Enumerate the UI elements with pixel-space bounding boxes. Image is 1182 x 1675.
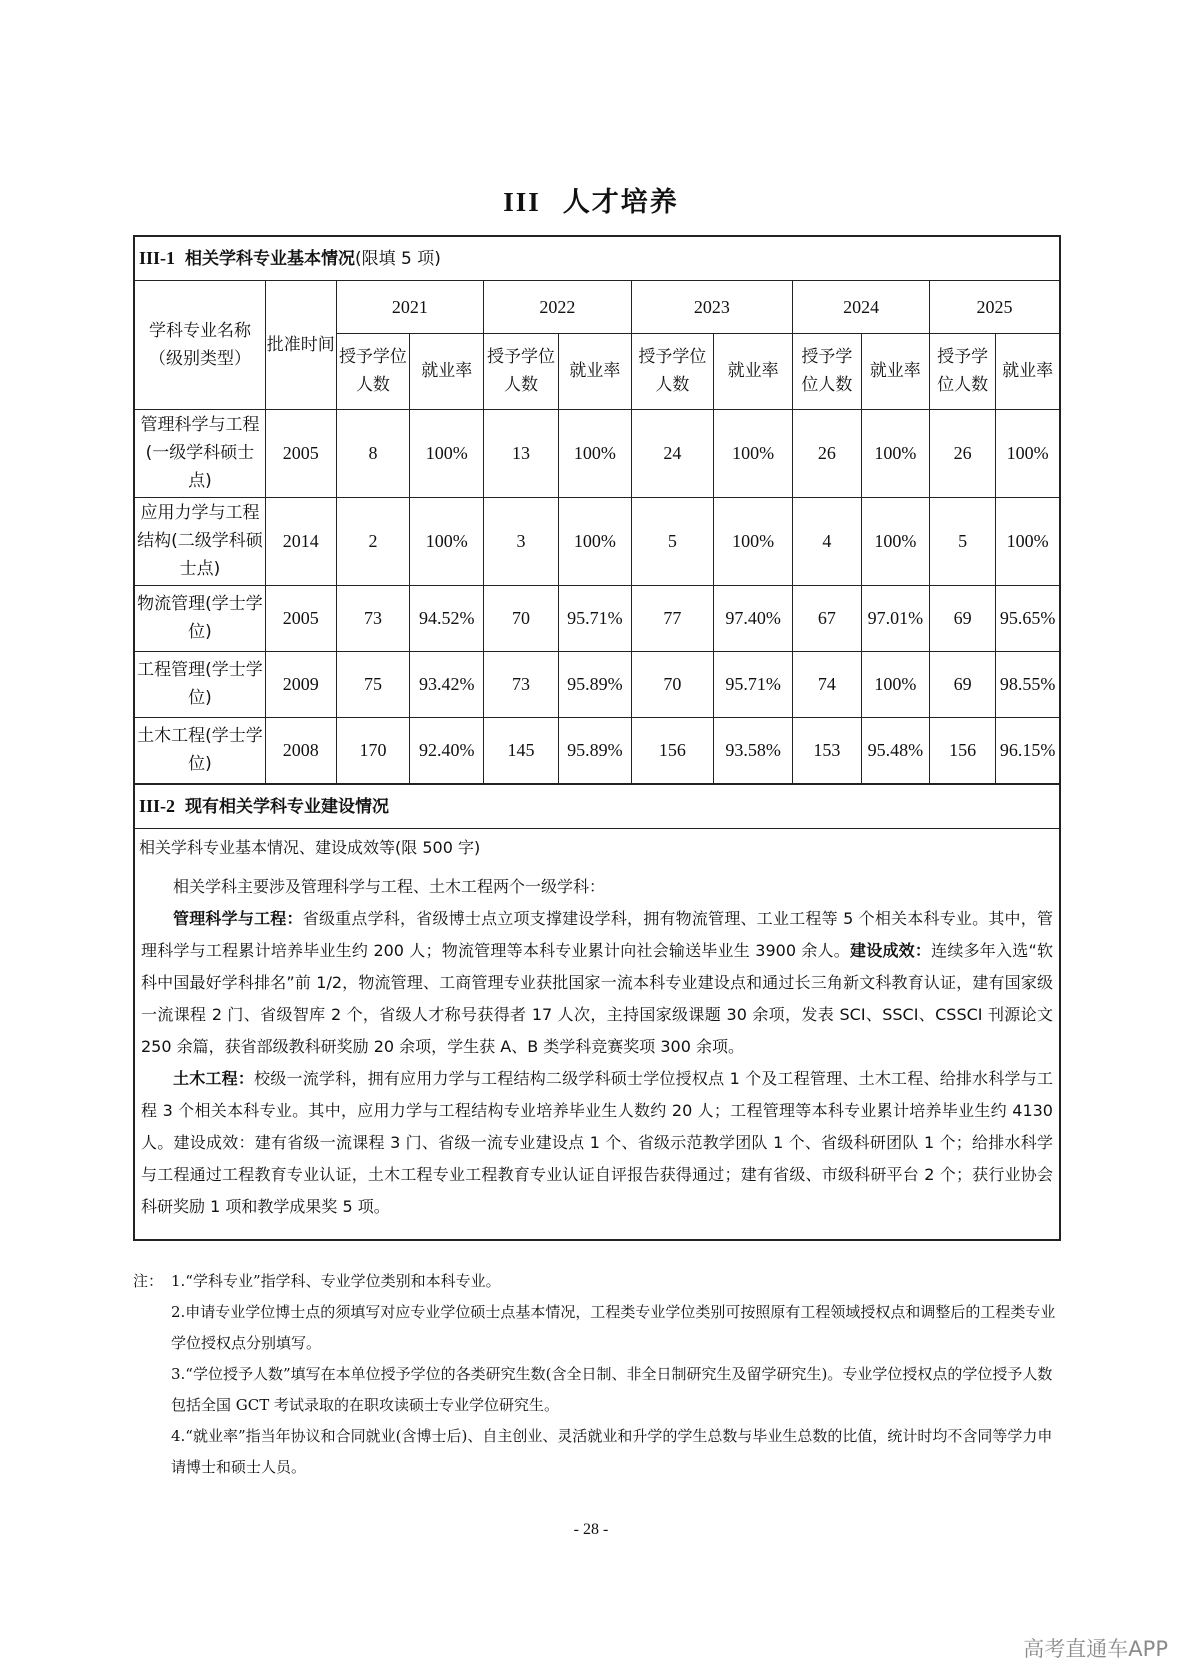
header-time: 批准时间 [265,281,336,409]
cell-approval-year: 2005 [265,409,336,497]
header-year: 2021 [336,281,484,333]
section1-id: III-1 [139,248,176,268]
paragraph-civil-engineering [141,1063,1053,1223]
cell-employment-rate: 92.40% [410,717,484,783]
cell-employment-rate: 100% [410,497,484,585]
cell-degree-count: 156 [631,717,713,783]
cell-degree-count: 156 [930,717,996,783]
cell-degree-count: 5 [930,497,996,585]
cell-degree-count: 145 [484,717,559,783]
cell-degree-count: 2 [336,497,410,585]
cell-employment-rate: 96.15% [996,717,1059,783]
page-number: - 28 - [573,1521,609,1538]
section1-note: (限填 5 项) [355,249,441,269]
cell-degree-count: 74 [793,651,861,717]
text-achievements: 连续多年入选“软科中国最好学科排名”前 1/2，物流管理、工商管理专业获批国家一流本科专业建设点和通过长三角新文科教育认证，建有国家级一流课程 2 门、省级智库 2 个，省级人才称号获得者 17 人次，主持国家级课题 30 余项，发表 SCI、SSCI、CSSCI 刊源论文 250 余篇，获省部级教科研奖励 20 余项，学生获 A、B 类学科竞赛奖项 300 余项。 [141,940,1053,1056]
section2-heading [135,784,1059,829]
cell-degree-count: 24 [631,409,713,497]
table-row [135,409,1059,497]
cell-degree-count: 70 [631,651,713,717]
cell-degree-count: 4 [793,497,861,585]
text-management-science: 省级重点学科，省级博士点立项支撑建设学科，拥有物流管理、工业工程等 5 个相关本科专业。其中，管理科学与工程累计培养毕业生约 200 人；物流管理等本科专业累计向社会输送毕业生 3900 余人。 [141,908,1053,960]
section1-title: 相关学科专业基本情况 [185,249,356,269]
cell-degree-count: 153 [793,717,861,783]
cell-discipline-name: 管理科学与工程(一级学科硕士点) [135,409,265,497]
section2-body [135,867,1059,1239]
cell-employment-rate: 95.71% [714,651,793,717]
label-achievements: 建设成效： [850,940,932,960]
cell-employment-rate: 95.89% [558,651,631,717]
footnote-item [133,1359,1063,1421]
cell-degree-count: 170 [336,717,410,783]
cell-employment-rate: 95.65% [996,585,1059,651]
cell-employment-rate: 98.55% [996,651,1059,717]
cell-employment-rate: 100% [996,409,1059,497]
section1-heading [135,237,1059,281]
header-degree-count: 授予学位人数 [793,333,861,409]
header-name: 学科专业名称（级别类型） [135,281,265,409]
header-employment-rate: 就业率 [410,333,484,409]
cell-employment-rate: 100% [861,497,929,585]
footnote-text: 4.“就业率”指当年协议和合同就业(含博士后)、自主创业、灵活就业和升学的学生总数与毕业生总数的比值，统计时均不含同等学力申请博士和硕士人员。 [171,1427,1053,1476]
footnote-item [133,1266,1063,1297]
discipline-table [135,281,1059,784]
text-civil-engineering: 校级一流学科，拥有应用力学与工程结构二级学科硕士学位授权点 1 个及工程管理、土木工程、给排水科学与工程 3 个相关本科专业。其中，应用力学与工程结构专业培养毕业生人数约 20 人；工程管理等本科专业累计培养毕业生约 4130 人。建设成效：建有省级一流课程 3 门、省级一流专业建设点 1 个、省级示范教学团队 1 个、省级科研团队 1 个；给排水科学与工程通过工程教育专业认证，土木工程专业工程教育专业认证自评报告获得通过；建有省级、市级科研平台 2 个；获行业协会科研奖励 1 项和教学成果奖 5 项。 [141,1068,1053,1216]
table-row [135,651,1059,717]
footnote-text: 3.“学位授予人数”填写在本单位授予学位的各类研究生数(含全日制、非全日制研究生及留学研究生)。专业学位授权点的学位授予人数包括全国 GCT 考试录取的在职攻读硕士专业学位研究生。 [171,1365,1053,1414]
header-year: 2023 [631,281,792,333]
header-employment-rate: 就业率 [558,333,631,409]
header-employment-rate: 就业率 [996,333,1059,409]
cell-approval-year: 2005 [265,585,336,651]
header-degree-count: 授予学位人数 [336,333,410,409]
footnote-text: 1.“学科专业”指学科、专业学位类别和本科专业。 [171,1272,501,1290]
cell-discipline-name: 物流管理(学士学位) [135,585,265,651]
footnote-lead: 注： [133,1272,164,1290]
footnote-item [133,1297,1063,1359]
header-degree-count: 授予学位人数 [930,333,996,409]
label-civil-engineering: 土木工程： [173,1068,255,1088]
cell-discipline-name: 土木工程(学士学位) [135,717,265,783]
cell-employment-rate: 100% [996,497,1059,585]
chapter-numeral: III [503,187,541,217]
cell-degree-count: 3 [484,497,559,585]
cell-employment-rate: 100% [410,409,484,497]
chapter-title: 人才培养 [562,187,679,218]
cell-approval-year: 2014 [265,497,336,585]
cell-degree-count: 5 [631,497,713,585]
header-year: 2024 [793,281,930,333]
cell-degree-count: 77 [631,585,713,651]
table-row [135,585,1059,651]
label-management-science: 管理科学与工程： [173,908,303,928]
header-year: 2022 [484,281,632,333]
cell-employment-rate: 100% [861,409,929,497]
cell-degree-count: 69 [930,585,996,651]
watermark-text: 高考直通车APP [1023,1637,1168,1661]
table-row [135,497,1059,585]
section2-title: 现有相关学科专业建设情况 [185,796,390,817]
cell-employment-rate: 97.40% [714,585,793,651]
cell-approval-year: 2009 [265,651,336,717]
cell-degree-count: 13 [484,409,559,497]
cell-employment-rate: 95.71% [558,585,631,651]
cell-degree-count: 8 [336,409,410,497]
cell-employment-rate: 97.01% [861,585,929,651]
form-frame [133,235,1061,1241]
cell-employment-rate: 100% [714,409,793,497]
paragraph-management-science [141,903,1053,1063]
footnotes [133,1266,1063,1483]
cell-employment-rate: 100% [558,409,631,497]
table-row [135,717,1059,783]
cell-degree-count: 26 [930,409,996,497]
header-year: 2025 [930,281,1059,333]
cell-employment-rate: 93.58% [714,717,793,783]
cell-employment-rate: 93.42% [410,651,484,717]
cell-employment-rate: 100% [714,497,793,585]
header-employment-rate: 就业率 [714,333,793,409]
cell-degree-count: 67 [793,585,861,651]
intro-paragraph: 相关学科主要涉及管理科学与工程、土木工程两个一级学科： [173,876,606,896]
cell-discipline-name: 工程管理(学士学位) [135,651,265,717]
cell-approval-year: 2008 [265,717,336,783]
header-employment-rate: 就业率 [861,333,929,409]
cell-discipline-name: 应用力学与工程结构(二级学科硕士点) [135,497,265,585]
page-title [0,180,1182,219]
cell-employment-rate: 94.52% [410,585,484,651]
cell-degree-count: 26 [793,409,861,497]
cell-employment-rate: 100% [558,497,631,585]
cell-degree-count: 70 [484,585,559,651]
table-body [135,409,1059,783]
section2-subtitle: 相关学科专业基本情况、建设成效等(限 500 字) [139,837,481,857]
section2-id: III-2 [139,795,176,816]
footnote-text: 2.申请专业学位博士点的须填写对应专业学位硕士点基本情况，工程类专业学位类别可按照原有工程领域授权点和调整后的工程类专业学位授权点分别填写。 [171,1303,1056,1352]
header-degree-count: 授予学位人数 [484,333,559,409]
cell-degree-count: 73 [484,651,559,717]
cell-degree-count: 69 [930,651,996,717]
footnote-item [133,1421,1063,1483]
cell-degree-count: 75 [336,651,410,717]
cell-employment-rate: 100% [861,651,929,717]
cell-employment-rate: 95.48% [861,717,929,783]
cell-degree-count: 73 [336,585,410,651]
cell-employment-rate: 95.89% [558,717,631,783]
header-degree-count: 授予学位人数 [631,333,713,409]
